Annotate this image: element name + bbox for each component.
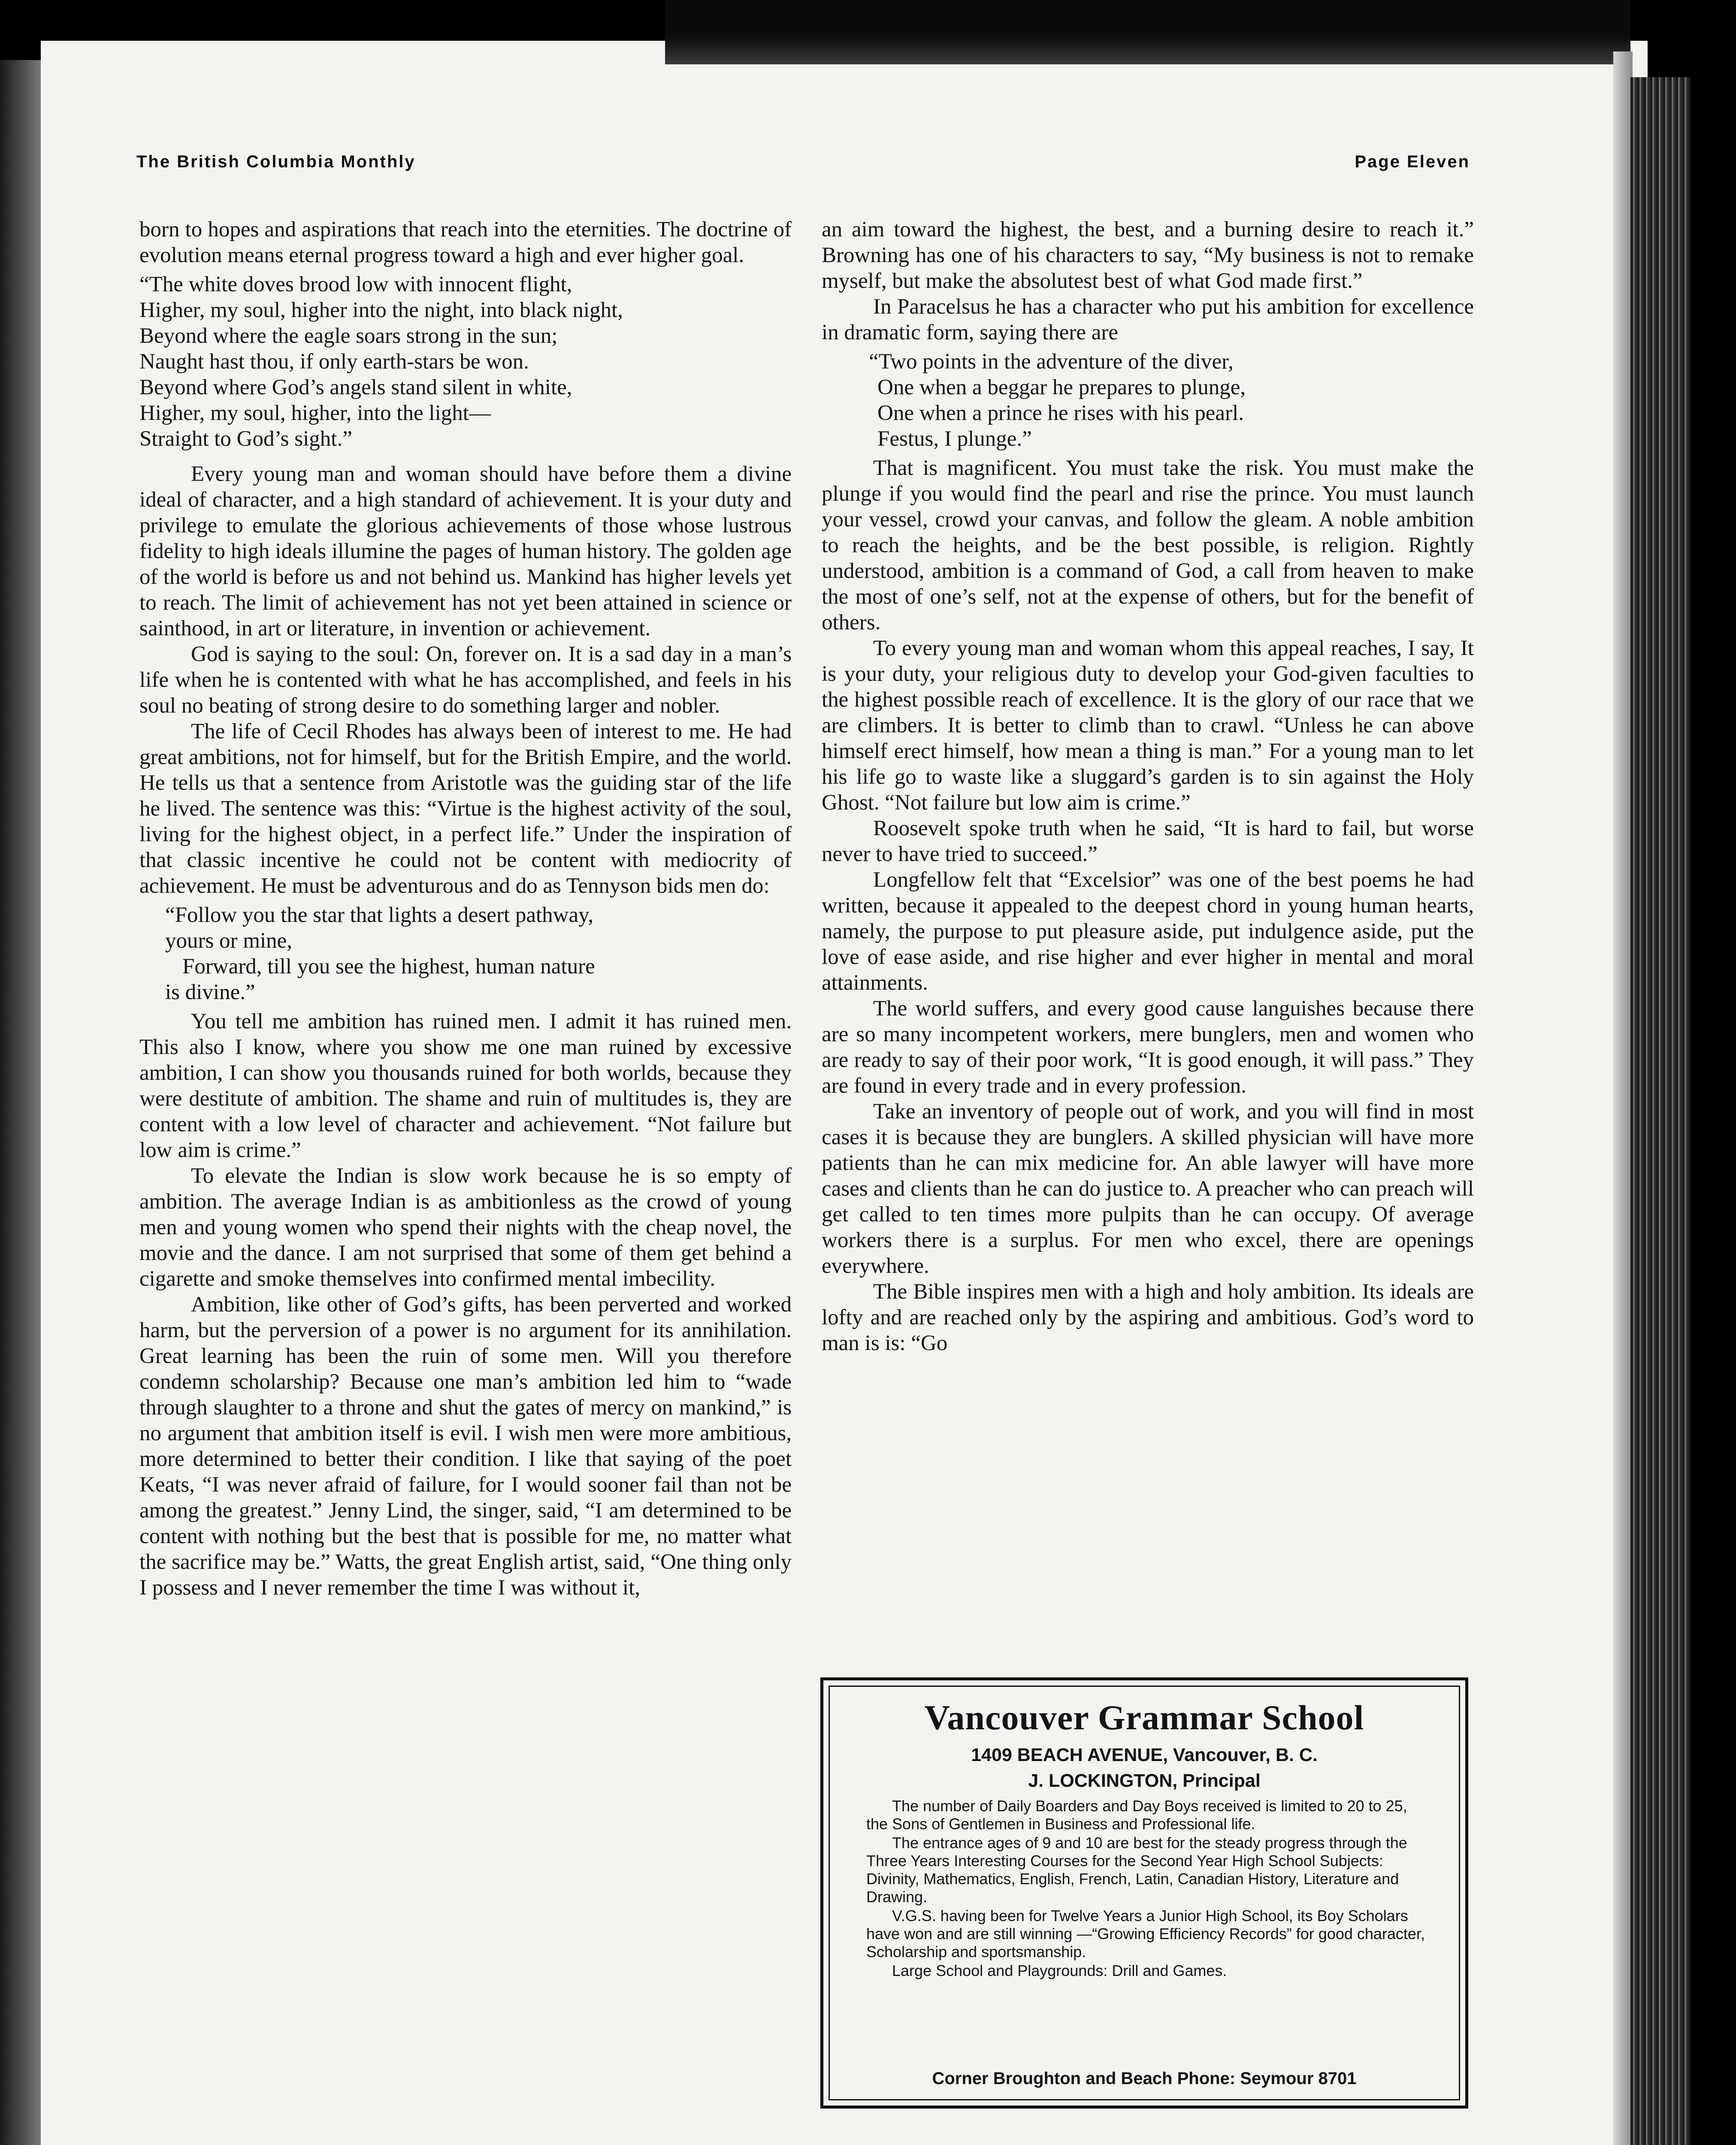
running-head-page-number: Page Eleven [1355,152,1470,171]
book-page-edges [1630,77,1691,2145]
advertisement-title: Vancouver Grammar School [924,1698,1364,1737]
paragraph: That is magnificent. You must take the risk. You must make the plunge if you would find the pearl and rise the prince. You must launch your vessel, crowd your canvas, and follow the gleam. A noble ambition to reach the heights, and be the best possible, is religion. Rightly understood, ambition is a command of God, a call from heaven to make the most of one’s self, not at the expense of others, but for the benefit of others. [822,456,1474,634]
poem-quote [139,902,792,1005]
paragraph: an aim toward the highest, the best, and a burning desire to reach it.” Browning has one of his characters to say, “My business is not to remake myself, but make the absolutest best of what God made first.” [822,218,1474,293]
poem-line: yours or mine, [165,929,293,953]
poem-line: One when a beggar he prepares to plunge, [877,375,1246,399]
advertisement-paragraph: Large School and Playgrounds: Drill and Games. [892,1962,1227,1979]
advertisement-paragraph: V.G.S. having been for Twelve Years a Junior High School, its Boy Scholars have won and are still winning —“Growing Efficiency Records” for good character, Scholarship and sportsmanship. [866,1907,1425,1961]
paragraph: In Paracelsus he has a character who put his ambition for excellence in dramatic form, saying there are [822,295,1474,344]
poem-line: “The white doves brood low with innocent flight, [139,272,572,296]
poem-line: Higher, my soul, higher, into the light— [139,401,491,425]
advertisement-principal: J. LOCKINGTON, Principal [1028,1770,1261,1791]
paragraph: The Bible inspires men with a high and holy ambition. Its ideals are lofty and are reached only by the aspiring and ambitious. God’s word to man is is: “Go [822,1280,1474,1355]
poem-line: Higher, my soul, higher into the night, into black night, [139,298,623,322]
poem-line: One when a prince he rises with his pearl. [877,401,1244,425]
poem-quote [822,349,1474,452]
paragraph: Take an inventory of people out of work, and you will find in most cases it is because they are bunglers. A skilled physician will have more patients than he can mix medicine for. An able lawyer will have more cases and clients than he can do justice to. A preacher who can preach will get called to ten times more pulpits than he can occupy. Of average workers there is a surplus. For men who excel, there are openings everywhere. [822,1100,1474,1278]
running-head-title: The British Columbia Monthly [136,152,416,171]
top-dark-band [665,0,1630,64]
poem-line: Naught hast thou, if only earth-stars be won. [139,350,529,374]
paragraph: The life of Cecil Rhodes has always been of interest to me. He had great ambitions, not for himself, but for the British Empire, and the world. He tells us that a sentence from Aristotle was the guiding star of the life he lived. The sentence was this: “Virtue is the highest activity of the soul, living for the highest object, in a perfect life.” Under the inspiration of that classic incentive he could not be content with mediocrity of achievement. He must be adventurous and do as Tennyson bids men do: [139,719,792,898]
poem-quote [139,272,792,452]
paragraph: You tell me ambition has ruined men. I admit it has ruined men. This also I know, where you show me one man ruined by excessive ambition, I can show you thousands ruined for both worlds, because they were destitute of ambition. The shame and ruin of multitudes is, they are content with a low level of character and achievement. “Not failure but low aim is crime.” [139,1009,792,1162]
advertisement-body [866,1797,1431,1981]
poem-line: Beyond where God’s angels stand silent in white, [139,375,572,399]
advertisement-paragraph: The entrance ages of 9 and 10 are best for the steady progress through the Three Years Interesting Courses for the Second Year High School Subjects: Divinity, Mathematics, English, French, Latin, Canadian History, Literature and Drawing. [866,1834,1407,1906]
paragraph: The world suffers, and every good cause languishes because there are so many incompetent workers, mere bunglers, men and women who are ready to say of their poor work, “It is good enough, it will pass.” They are found in every trade and in every profession. [822,997,1474,1098]
paragraph: To every young man and woman whom this appeal reaches, I say, It is your duty, your religious duty to develop your God-given faculties to the highest possible reach of excellence. It is the glory of our race that we are climbers. It is better to climb than to crawl. “Unless he can above himself erect himself, how mean a thing is man.” For a young man to let his life go to waste like a sluggard’s garden is to sin against the Holy Ghost. “Not failure but low aim is crime.” [822,636,1474,815]
paragraph: Every young man and woman should have before them a divine ideal of character, and a high standard of achievement. It is your duty and privilege to emulate the glorious achievements of those whose lustrous fidelity to high ideals illumine the pages of human history. The golden age of the world is before us and not behind us. Mankind has higher levels yet to reach. The limit of achievement has not yet been attained in science or sainthood, in art or literature, in invention or achievement. [139,462,792,640]
school-advertisement [820,1677,1468,2109]
left-column [139,217,792,2134]
advertisement-address: 1409 BEACH AVENUE, Vancouver, B. C. [971,1745,1318,1765]
poem-line: is divine.” [165,980,255,1004]
paragraph: God is saying to the soul: On, forever on. It is a sad day in a man’s life when he is contented with what he has accomplished, and feels in his soul no beating of strong desire to do something larger and nobler. [139,642,792,718]
page-right-edge [1613,51,1633,2145]
right-column [822,217,1474,1645]
poem-line: Straight to God’s sight.” [139,427,352,451]
poem-line: “Two points in the adventure of the diver, [869,350,1234,374]
poem-line: Festus, I plunge.” [877,427,1032,451]
paragraph: Ambition, like other of God’s gifts, has been perverted and worked harm, but the perversion of a power is no argument for its annihilation. Great learning has been the ruin of some men. Will you therefore condemn scholarship? Because one man’s ambition led him to “wade through slaughter to a throne and shut the gates of mercy on mankind,” is no argument that ambition itself is evil. I wish men were more ambitious, more determined to better their condition. I like that saying of the poet Keats, “I was never afraid of failure, for I would sooner fail than not be among the greatest.” Jenny Lind, the singer, said, “I am determined to be content with nothing but the best that is possible for me, no matter what the sacrifice may be.” Watts, the great English artist, said, “One thing only I possess and I never remember the time I was without it, [139,1293,792,1600]
poem-line: Beyond where the eagle soars strong in the sun; [139,324,558,348]
advertisement-paragraph: The number of Daily Boarders and Day Boys received is limited to 20 to 25, the Sons of Gentlemen in Business and Professional life. [866,1797,1407,1833]
poem-line: “Follow you the star that lights a desert pathway, [165,903,594,927]
binding-shadow [0,60,47,2145]
poem-line: Forward, till you see the highest, human nature [182,955,595,979]
paragraph: To elevate the Indian is slow work because he is so empty of ambition. The average Indian is as ambitionless as the crowd of young men and young women who spend their nights with the cheap novel, the movie and the dance. I am not surprised that some of them get behind a cigarette and smoke themselves into confirmed mental imbecility. [139,1164,792,1291]
advertisement-footer: Corner Broughton and Beach Phone: Seymour 8701 [932,2069,1357,2088]
paragraph: Longfellow felt that “Excelsior” was one of the best poems he had written, because it appealed to the deepest chord in young human hearts, namely, the purpose to put pleasure aside, put indulgence aside, put the love of ease aside, and rise higher and ever higher in mental and moral attainments. [822,868,1474,995]
paragraph: Roosevelt spoke truth when he said, “It is hard to fail, but worse never to have tried to succeed.” [822,816,1474,866]
paragraph: born to hopes and aspirations that reach into the eternities. The doctrine of evolution means eternal progress toward a high and ever higher goal. [139,218,792,267]
